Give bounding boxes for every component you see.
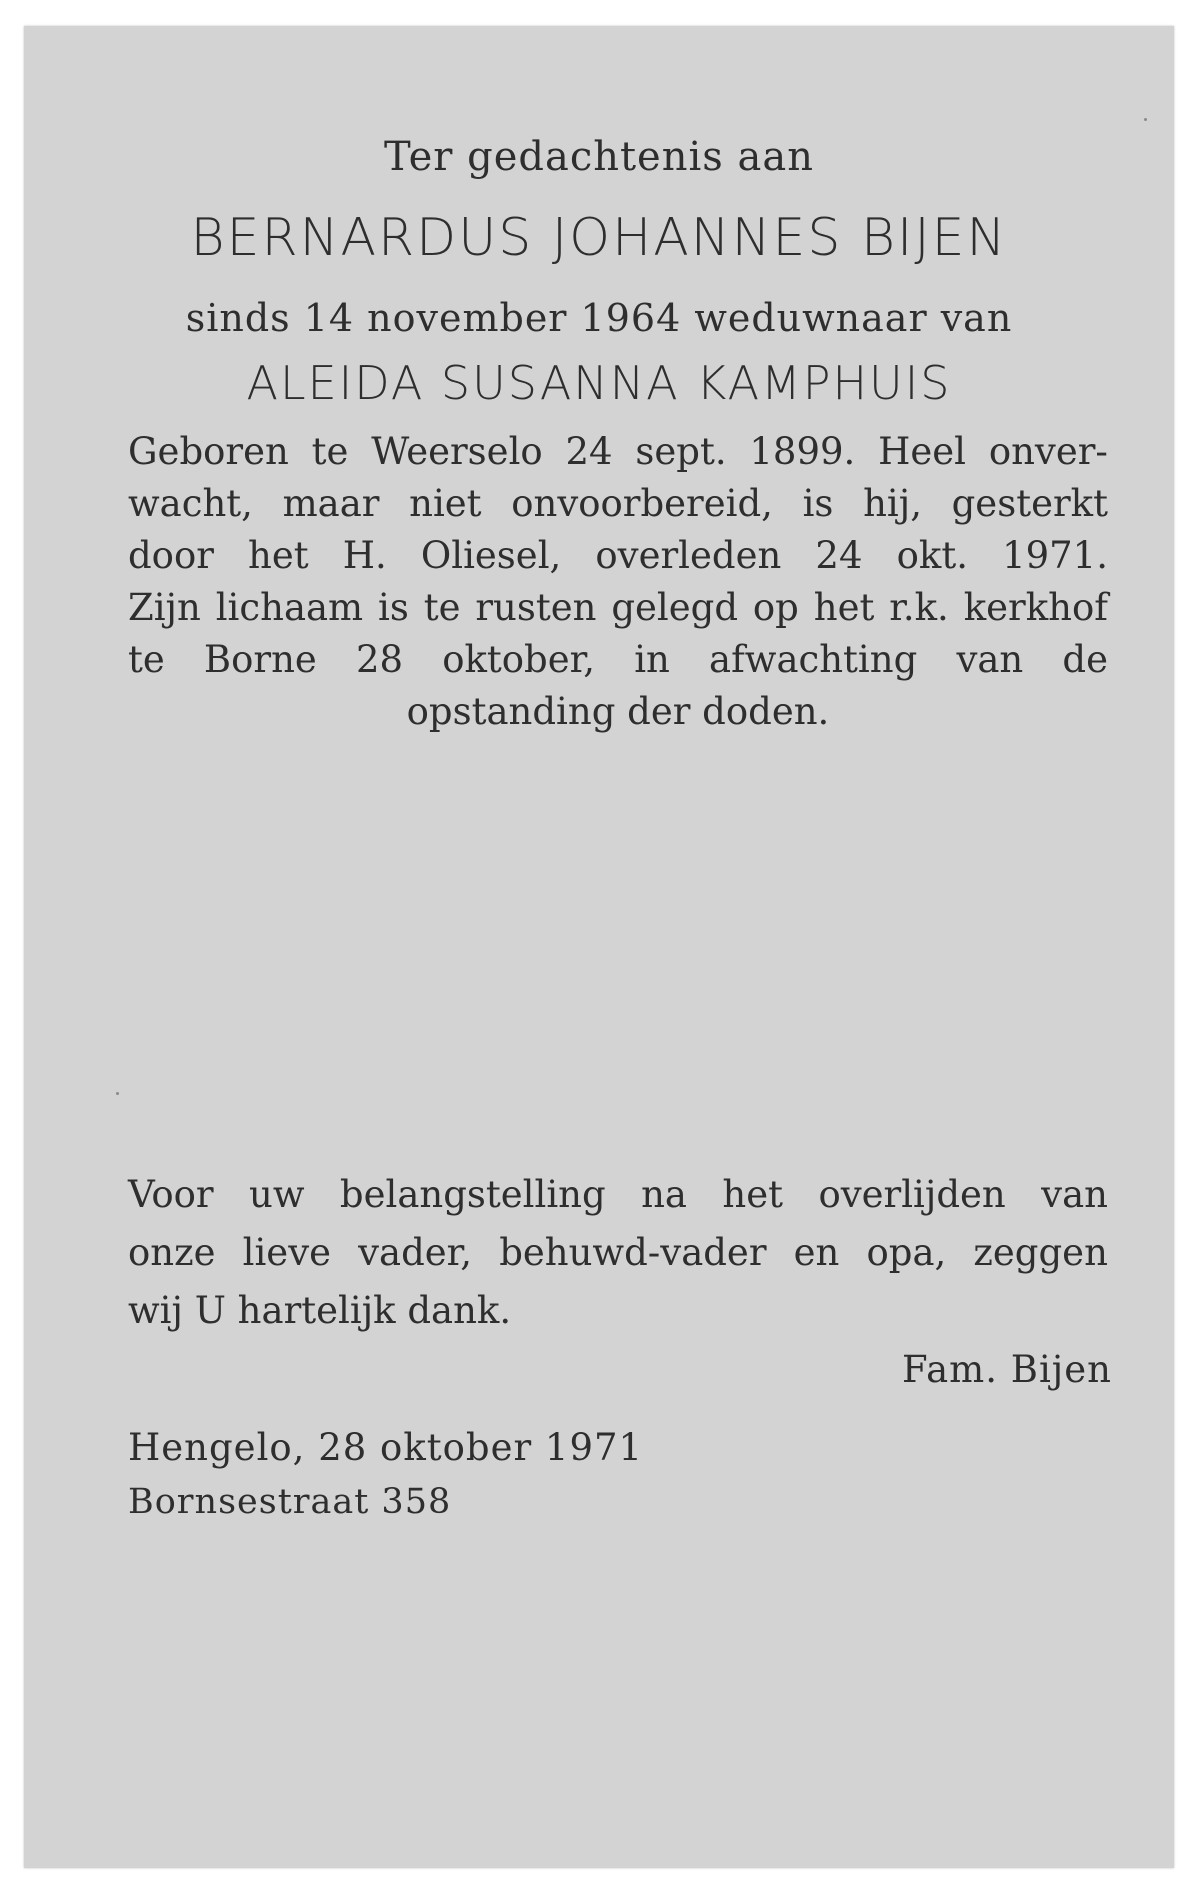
bio-line: opstanding der doden. (406, 690, 830, 733)
address: Bornsestraat 358 (128, 1482, 452, 1522)
bio-line: te Borne 28 oktober, in afwachting van de (128, 638, 1108, 681)
paper-speck (1144, 118, 1147, 121)
biography-paragraph (128, 426, 1108, 738)
deceased-name: BERNARDUS JOHANNES BIJEN (190, 208, 1008, 268)
family-signature: Fam. Bijen (901, 1348, 1112, 1391)
bio-line: door het H. Oliesel, overleden 24 okt. 1971. (128, 534, 1108, 577)
thanks-paragraph (128, 1166, 1108, 1340)
widower-since-line: sinds 14 november 1964 weduwnaar van (185, 296, 1013, 340)
bio-line: wacht, maar niet onvoorbereid, is hij, gesterkt (128, 482, 1108, 525)
thanks-line: Voor uw belangstelling na het overlijden van (128, 1173, 1108, 1216)
place-date: Hengelo, 28 oktober 1971 (128, 1426, 644, 1469)
bio-line: Geboren te Weerselo 24 sept. 1899. Heel onver- (128, 430, 1108, 473)
spouse-name: ALEIDA SUSANNA KAMPHUIS (246, 356, 952, 410)
intro-text: Ter gedachtenis aan (384, 134, 814, 180)
thanks-line: onze lieve vader, behuwd-vader en opa, zeggen (128, 1231, 1108, 1274)
paper-speck (116, 1092, 119, 1095)
bio-line: Zijn lichaam is te rusten gelegd op het r.k. kerkhof (128, 586, 1108, 629)
thanks-line: wij U hartelijk dank. (128, 1289, 512, 1332)
memorial-card (24, 26, 1174, 1868)
